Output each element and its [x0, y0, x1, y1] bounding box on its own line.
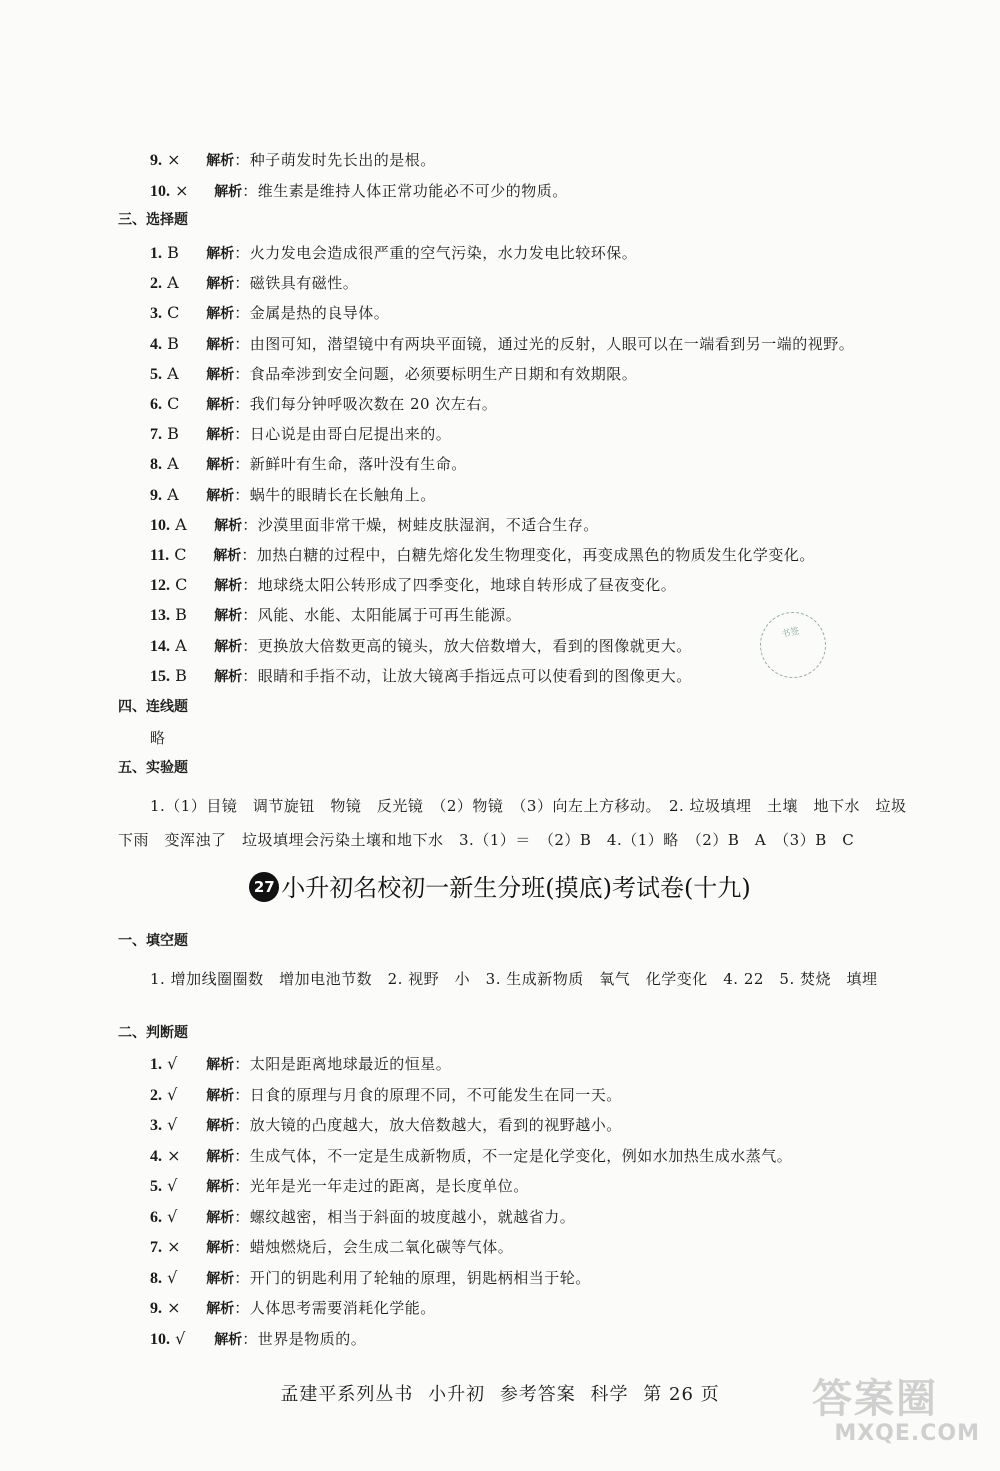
- answer-text: ：磁铁具有磁性。: [234, 274, 359, 293]
- answer-item: 10. × 解析：维生素是维持人体正常功能必不可少的物质。: [150, 181, 568, 200]
- number-badge: 27: [249, 872, 279, 902]
- answer-mark: A: [167, 363, 179, 383]
- answer-mark: B: [175, 665, 187, 685]
- answer-text: ：太阳是距离地球最近的恒星。: [234, 1055, 452, 1073]
- answer-label: 解析: [206, 1148, 235, 1165]
- answer-num: 5.: [150, 365, 162, 383]
- answer-num: 13.: [150, 607, 170, 625]
- section-heading-choice: 三、选择题: [118, 212, 188, 228]
- answer-label: 解析: [206, 487, 235, 504]
- footer-kind: 参考答案: [499, 1384, 576, 1405]
- answer-mark: B: [167, 424, 179, 444]
- answer-item: [150, 363, 940, 386]
- answer-text: ：我们每分钟呼吸次数在 20 次左右。: [234, 395, 498, 413]
- answer-text: ：日食的原理与月食的原理不同，不可能发生在同一天。: [234, 1085, 622, 1104]
- answer-label: 解析: [206, 1209, 235, 1226]
- answer-num: 4.: [150, 1147, 162, 1165]
- section-heading-judge: 二、判断题: [118, 1025, 188, 1041]
- footer-page: 第 26 页: [643, 1384, 720, 1405]
- answer-text: ：日心说是由哥白尼提出来的。: [234, 425, 452, 444]
- answer-item: [150, 1114, 940, 1137]
- answer-item: [150, 544, 940, 567]
- answer-mark: A: [175, 514, 187, 534]
- answer-text: ：沙漠里面非常干燥，树蛙皮肤湿润，不适合生存。: [242, 515, 599, 534]
- answer-num: 6.: [150, 1208, 162, 1226]
- answer-label: 解析: [206, 397, 235, 413]
- answer-item: [150, 393, 940, 416]
- answer-mark: C: [175, 575, 188, 595]
- answer-mark: C: [167, 303, 180, 323]
- answer-item: [150, 1328, 940, 1351]
- answer-mark: C: [167, 394, 180, 413]
- answer-label: 解析: [214, 638, 243, 655]
- fill-answer: 1. 增加线圈圈数 增加电池节数 2. 视野 小 3. 生成新物质 氧气 化学变化 4. 22 5. 焚烧 填埋: [150, 970, 878, 988]
- answer-label: 解析: [206, 366, 235, 383]
- answer-text: ：生成气体，不一定是生成新物质，不一定是化学变化，例如水加热生成水蒸气。: [234, 1146, 793, 1165]
- answer-label: 解析: [206, 1057, 235, 1073]
- answer-label: 解析: [214, 608, 243, 625]
- answer-item: [150, 484, 940, 507]
- section-heading-link: 四、连线题: [118, 699, 188, 715]
- answer-mark: A: [167, 454, 179, 474]
- answer-num: 6.: [150, 396, 162, 413]
- answer-item: [150, 1236, 940, 1259]
- answer-text: ：食品牵涉到安全问题，必须要标明生产日期和有效期限。: [234, 364, 638, 383]
- footer-subject: 科学: [590, 1384, 629, 1405]
- answer-num: 3.: [150, 305, 162, 323]
- answer-text: ：世界是物质的。: [242, 1329, 367, 1348]
- answer-num: 3.: [150, 1117, 162, 1134]
- answer-mark: ×: [167, 1237, 181, 1256]
- answer-item: [150, 1206, 940, 1229]
- answer-mark: √: [167, 1176, 178, 1195]
- answer-num: 7.: [150, 1239, 162, 1256]
- answer-label: 解析: [214, 668, 243, 685]
- answer-text: ：由图可知，潜望镜中有两块平面镜，通过光的反射，人眼可以在一端看到另一端的视野。: [234, 334, 855, 353]
- answer-label: 解析: [206, 336, 235, 353]
- answer-text: ：新鲜叶有生命，落叶没有生命。: [234, 455, 467, 474]
- watermark-logo: 答案圈 MXQE.COM: [812, 1376, 980, 1446]
- answer-item: [150, 1175, 940, 1198]
- answer-mark: ×: [167, 1298, 181, 1317]
- answer-text: ：金属是热的良导体。: [234, 304, 390, 323]
- answer-label: 解析: [206, 1270, 235, 1287]
- answer-num: 2.: [150, 1086, 162, 1104]
- answer-text: ：人体思考需要消耗化学能。: [234, 1299, 436, 1317]
- answer-item: [150, 242, 940, 265]
- answer-item: [150, 665, 940, 688]
- answer-item: [150, 604, 940, 627]
- answer-num: 1.: [150, 245, 162, 262]
- answer-mark: A: [175, 635, 187, 655]
- answer-label: 解析: [206, 1118, 235, 1134]
- answer-text: ：风能、水能、太阳能属于可再生能源。: [242, 606, 522, 625]
- answer-text: ：蜗牛的眼睛长在长触角上。: [234, 485, 436, 504]
- answer-item: [150, 333, 940, 356]
- answer-item: [150, 302, 940, 325]
- answer-item: [150, 1084, 940, 1107]
- answer-mark: ×: [167, 1145, 181, 1165]
- answer-item: [150, 453, 940, 476]
- section-title-text: 小升初名校初一新生分班(摸底)考试卷(十九): [281, 874, 751, 902]
- answer-mark: B: [167, 333, 179, 353]
- answer-text: ：开门的钥匙利用了轮轴的原理，钥匙柄相当于轮。: [234, 1268, 591, 1287]
- answer-item: [150, 272, 940, 295]
- section-heading-experiment: 五、实验题: [118, 760, 188, 776]
- experiment-answer: 1.（1）目镜 调节旋钮 物镜 反光镜 （2）物镜 （3）向左上方移动。 2. 垃圾填埋 土壤 地下水 垃圾 下雨 变浑浊了 垃圾填埋会污染土壤和地下水 3.（1）＝ （2）B 4.（1）略 （2）B A （3）B C: [118, 797, 923, 849]
- answer-mark: C: [174, 545, 187, 564]
- answer-mark: √: [167, 1054, 178, 1073]
- answer-item: 9. × 解析：种子萌发时先长出的是根。: [150, 150, 436, 169]
- answer-label: 解析: [206, 1240, 235, 1256]
- answer-text: ：加热白糖的过程中，白糖先熔化发生物理变化，再变成黑色的物质发生化学变化。: [241, 546, 815, 564]
- answer-label: 解析: [206, 276, 235, 293]
- answer-label: 解析: [206, 457, 235, 474]
- answer-text: ：火力发电会造成很严重的空气污染，水力发电比较环保。: [234, 244, 638, 262]
- answer-item: [150, 1053, 940, 1076]
- answer-item: [150, 574, 940, 597]
- answer-item: [150, 1297, 940, 1320]
- answer-label: 解析: [206, 246, 235, 262]
- answer-text: ：蜡烛燃烧后，会生成二氧化碳等气体。: [234, 1238, 514, 1256]
- answer-text: ：眼睛和手指不动，让放大镜离手指远点可以使看到的图像更大。: [242, 666, 692, 685]
- answer-label: 解析: [206, 1301, 235, 1317]
- answer-num: 5.: [150, 1178, 162, 1195]
- answer-item: [150, 423, 940, 446]
- answer-mark: √: [167, 1267, 178, 1287]
- answer-label: 解析: [206, 1087, 235, 1104]
- answer-text: ：更换放大倍数更高的镜头，放大倍数增大，看到的图像就更大。: [242, 636, 692, 655]
- answer-num: 9.: [150, 486, 162, 504]
- answer-mark: √: [175, 1328, 186, 1348]
- answer-num: 15.: [150, 667, 170, 685]
- answer-num: 10.: [150, 1330, 170, 1348]
- answer-num: 10.: [150, 516, 170, 534]
- answer-text: ：放大镜的凸度越大，放大倍数越大，看到的视野越小。: [234, 1116, 622, 1134]
- footer-series: 孟建平系列丛书: [280, 1384, 414, 1405]
- stamp-mark: 书签: [754, 606, 832, 684]
- answer-text: ：螺纹越密，相当于斜面的坡度越小，就越省力。: [234, 1207, 576, 1226]
- answer-label: 解析: [206, 306, 235, 323]
- section-heading-fill: 一、填空题: [118, 933, 188, 949]
- answer-num: 11.: [150, 547, 170, 564]
- answer-label: 解析: [213, 548, 242, 564]
- answer-mark: √: [167, 1206, 178, 1226]
- answer-mark: √: [167, 1115, 178, 1134]
- answer-num: 8.: [150, 456, 162, 474]
- answer-num: 4.: [150, 335, 162, 353]
- answer-item: [150, 1267, 940, 1290]
- link-answer: 略: [150, 729, 166, 747]
- answer-num: 9.: [150, 1300, 162, 1317]
- answer-num: 2.: [150, 275, 162, 293]
- answer-text: ：地球绕太阳公转形成了四季变化，地球自转形成了昼夜变化。: [242, 576, 677, 595]
- footer-level: 小升初: [428, 1384, 486, 1405]
- answer-text: ：光年是光一年走过的距离，是长度单位。: [234, 1177, 529, 1195]
- answer-mark: A: [167, 484, 179, 504]
- answer-mark: B: [175, 605, 187, 625]
- answer-label: 解析: [206, 1179, 235, 1195]
- answer-num: 1.: [150, 1056, 162, 1073]
- answer-label: 解析: [206, 427, 235, 444]
- answer-mark: √: [167, 1084, 178, 1104]
- answer-label: 解析: [214, 517, 243, 534]
- answer-item: [150, 514, 940, 537]
- section-title: [0, 871, 1000, 905]
- answer-num: 7.: [150, 426, 162, 444]
- answer-item: [150, 1145, 940, 1168]
- answer-label: 解析: [214, 1331, 243, 1348]
- answer-mark: A: [167, 273, 179, 293]
- answer-num: 14.: [150, 637, 170, 655]
- answer-mark: B: [167, 243, 179, 262]
- answer-num: 12.: [150, 577, 170, 595]
- answer-num: 8.: [150, 1269, 162, 1287]
- answer-label: 解析: [214, 578, 243, 595]
